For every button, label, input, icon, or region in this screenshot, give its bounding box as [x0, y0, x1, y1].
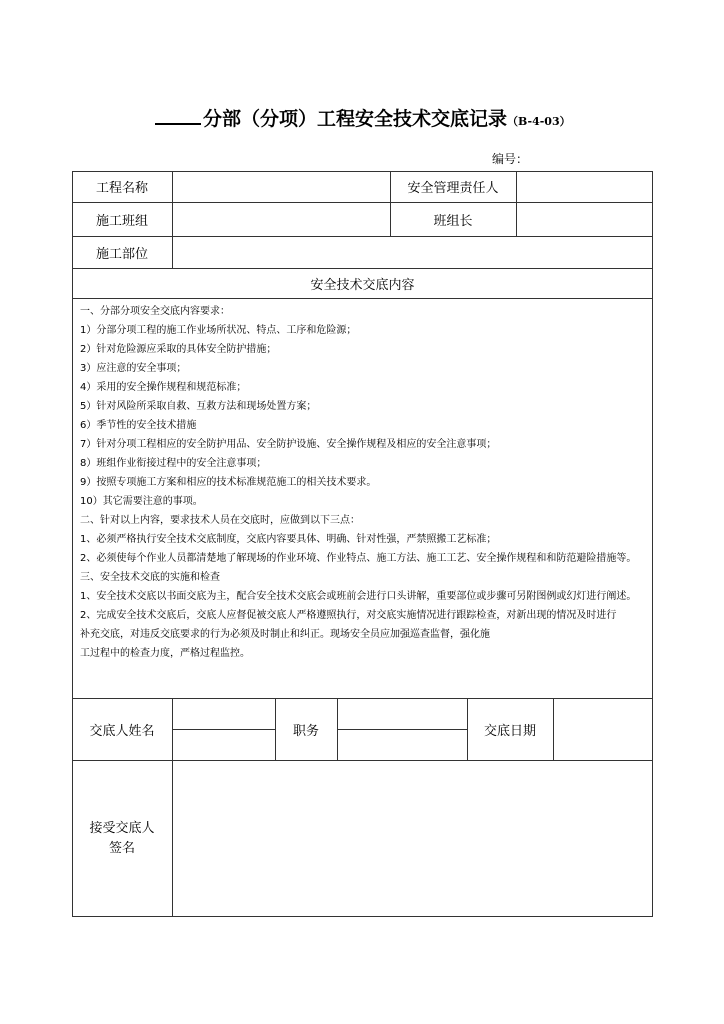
receiver-label-line1: 接受交底人 — [89, 820, 155, 836]
title-text: 分部（分项）工程安全技术交底记录 — [203, 108, 508, 130]
discloser-name-label: 交底人姓名 — [89, 723, 155, 739]
position-field-1[interactable] — [338, 699, 467, 729]
position-field-2[interactable] — [338, 730, 467, 760]
content-line: 10）其它需要注意的事项。 — [80, 496, 203, 507]
content-line: 1、必须严格执行安全技术交底制度，交底内容要具体、明确、针对性强，严禁照搬工艺标准； — [80, 534, 497, 545]
construction-team-field[interactable] — [173, 203, 389, 236]
project-name-label: 工程名称 — [95, 181, 148, 196]
content-line: 9）按照专项施工方案和相应的技术标准规范施工的相关技术要求。 — [80, 477, 377, 488]
receiver-signature-field[interactable] — [173, 761, 652, 916]
content-line: 8）班组作业衔接过程中的安全注意事项； — [80, 458, 267, 469]
divider — [72, 298, 653, 299]
content-line: 4）采用的安全操作规程和规范标准； — [80, 382, 247, 393]
receiver-signature-label — [72, 760, 172, 917]
content-line: 2、完成安全技术交底后，交底人应督促被交底人严格遵照执行，对交底实施情况进行跟踪检查，对新出现的情况及时进行补充交底，对违反交底要求的行为必须及时制止和纠正。现场安全员应加强巡查监督，强化施 — [80, 610, 617, 640]
construction-part-label: 施工部位 — [95, 246, 148, 262]
safety-manager-field[interactable] — [517, 172, 652, 202]
content-line: 7）针对分项工程相应的安全防护用品、安全防护设施、安全操作规程及相应的安全注意事项； — [80, 439, 497, 450]
construction-part-field[interactable] — [173, 237, 652, 268]
content-line: 1、安全技术交底以书面交底为主，配合安全技术交底会或班前会进行口头讲解，重要部位或步骤可另附图例或幻灯进行阐述。 — [80, 591, 637, 602]
project-name-field[interactable] — [173, 172, 389, 202]
serial-number-label: 编号： — [492, 152, 529, 166]
content-line: 2）针对危险源应采取的具体安全防护措施； — [80, 344, 277, 355]
form-code: （B-4-03） — [507, 115, 571, 128]
receiver-label-line2: 签名 — [108, 840, 135, 856]
content-line: 5）针对风险所采取自救、互救方法和现场处置方案； — [80, 401, 317, 412]
content-line: 二、针对以上内容，要求技术人员在交底时，应做到以下三点： — [80, 515, 360, 526]
disclosure-date-label: 交底日期 — [483, 723, 536, 739]
safety-manager-label: 安全管理责任人 — [407, 181, 499, 196]
team-leader-label: 班组长 — [433, 213, 473, 229]
content-line: 一、分部分项安全交底内容要求： — [80, 306, 230, 317]
page-title — [155, 104, 571, 131]
content-line: 3）应注意的安全事项； — [80, 363, 187, 374]
team-leader-field[interactable] — [517, 203, 652, 236]
content-line: 2、必须使每个作业人员都清楚地了解现场的作业环境、作业特点、施工方法、施工工艺、安全操作规程和和防范避险措施等。 — [80, 553, 637, 564]
title-blank — [155, 123, 201, 125]
discloser-name-field-1[interactable] — [173, 699, 275, 729]
disclosure-date-field[interactable] — [554, 699, 652, 760]
discloser-name-field-2[interactable] — [173, 730, 275, 760]
content-line: 工过程中的检查力度，严格过程监控。 — [80, 648, 250, 659]
content-line: 1）分部分项工程的施工作业场所状况、特点、工序和危险源； — [80, 325, 357, 336]
content-line: 三、安全技术交底的实施和检查 — [80, 572, 220, 583]
position-label: 职务 — [292, 723, 319, 739]
content-line: 6）季节性的安全技术措施 — [80, 420, 197, 431]
content-header: 安全技术交底内容 — [310, 277, 415, 293]
construction-team-label: 施工班组 — [95, 213, 148, 229]
disclosure-content — [80, 302, 650, 663]
